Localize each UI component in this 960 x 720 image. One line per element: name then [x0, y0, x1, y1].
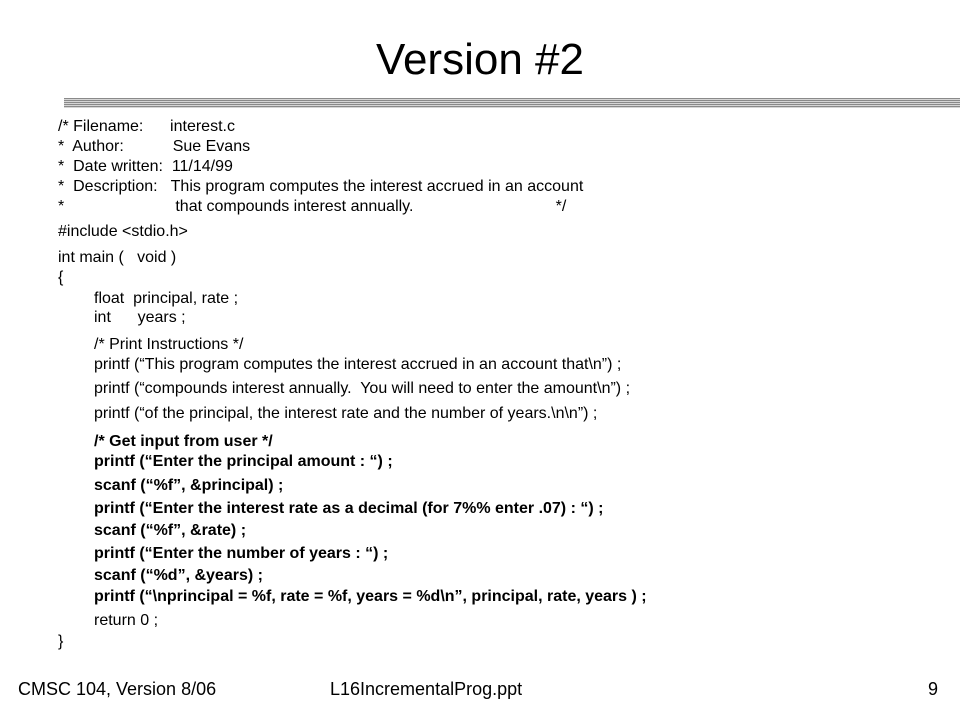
- footer-course: CMSC 104, Version 8/06: [18, 679, 217, 699]
- code-line: {: [58, 269, 64, 286]
- code-line: * Description: This program computes the interest accrued in an account: [58, 178, 584, 195]
- code-line: int main ( void ): [58, 249, 177, 266]
- code-line: scanf (“%f”, &rate) ;: [94, 522, 247, 539]
- code-line: printf (“Enter the principal amount : “) ;: [94, 453, 393, 470]
- code-line: return 0 ;: [94, 612, 159, 629]
- code-line: printf (“of the principal, the interest rate and the number of years.\n\n”) ;: [94, 405, 598, 422]
- code-line: * Date written: 11/14/99: [58, 158, 233, 175]
- code-line: printf (“\nprincipal = %f, rate = %f, years = %d\n”, principal, rate, years ) ;: [94, 588, 647, 605]
- code-line: }: [58, 633, 64, 650]
- code-line: printf (“compounds interest annually. You will need to enter the amount\n”) ;: [94, 380, 631, 397]
- footer-page-number: 9: [927, 679, 938, 699]
- code-line: /* Print Instructions */: [94, 336, 244, 353]
- footer-filename: L16IncrementalProg.ppt: [330, 679, 523, 699]
- slide-title: Version #2: [376, 35, 584, 84]
- code-line: #include <stdio.h>: [58, 223, 188, 240]
- code-line: printf (“This program computes the interest accrued in an account that\n”) ;: [94, 356, 622, 373]
- code-line: scanf (“%f”, &principal) ;: [94, 477, 284, 494]
- code-line: float principal, rate ;: [94, 290, 239, 307]
- code-line: printf (“Enter the interest rate as a decimal (for 7%% enter .07) : “) ;: [94, 500, 604, 517]
- code-line: /* Filename: interest.c: [58, 118, 235, 135]
- code-line: * that compounds interest annually. */: [58, 198, 567, 215]
- code-line: printf (“Enter the number of years : “) ;: [94, 545, 389, 562]
- code-line: /* Get input from user */: [94, 433, 273, 450]
- code-line: * Author: Sue Evans: [58, 138, 251, 155]
- code-line: int years ;: [94, 309, 186, 326]
- code-line: scanf (“%d”, &years) ;: [94, 567, 263, 584]
